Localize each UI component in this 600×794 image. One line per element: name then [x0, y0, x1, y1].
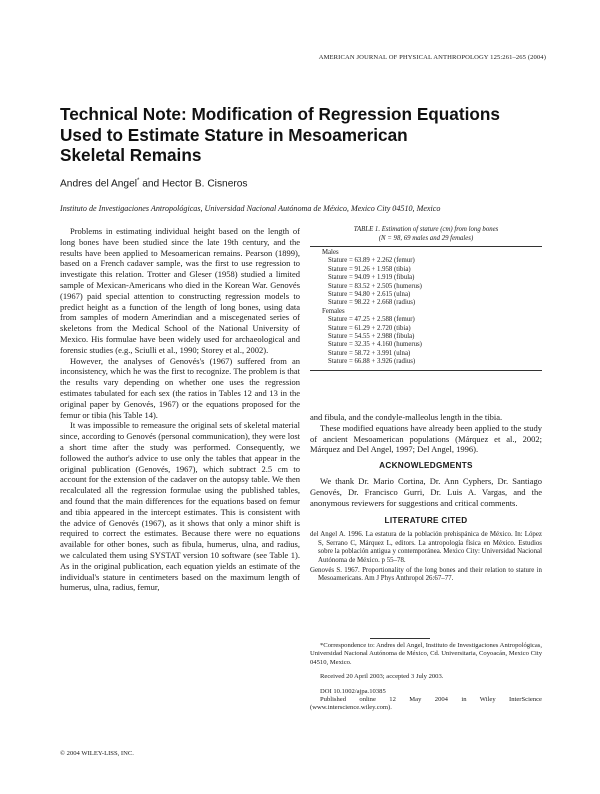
body-paragraph: It was impossible to remeasure the original sets of skeletal material since, according to Genovés (personal communication), they were lost a short time after the study was performed. Consequently, we followed the author's advice to use only the tables that appear in the original publication (Genovés, 1967), which subtract 2.5 cm to account for the extension of the cadaver on the autopsy table. We then recalculated all the regression formulae using the published tables, and found that the main differences for the equations based on femur and tibia appeared in the intercept estimates. This is consistent with the advice of Genovés (1967), as it shows that only a minor shift is required to correct the estimates. Because there were no equations available for other bones, such as fibula, humerus, ulna, and radius, we calculated them using SYSTAT version 10 software (see Table 1). As in the original publication, each equation yields an estimate of the individual's stature in centimeters based on the maximum length of humerus, ulna, radius, femur,	[60, 420, 300, 593]
table-row: Stature = 98.22 + 2.668 (radius)	[328, 299, 416, 307]
table-top-rule	[310, 246, 542, 247]
table-1	[310, 226, 542, 371]
table-row: Stature = 63.89 + 2.262 (femur)	[328, 257, 415, 265]
title-line: Technical Note: Modification of Regression Equations	[60, 104, 500, 124]
copyright: © 2004 WILEY-LISS, INC.	[60, 750, 134, 757]
article-title	[60, 104, 540, 166]
reference-item: Genovés S. 1967. Proportionality of the long bones and their relation to stature in Mesoamericans. Am J Phys Anthropol 26:67–77.	[310, 566, 542, 583]
author-first: Andres del Angel	[60, 178, 138, 190]
table-caption: TABLE 1. Estimation of stature (cm) from long bones	[353, 226, 499, 233]
right-column	[310, 412, 542, 585]
table-row: Stature = 54.55 + 2.988 (fibula)	[328, 333, 415, 341]
table-caption-sample: (N = 98, 69 males and 29 females)	[378, 234, 474, 242]
footnote-rule	[370, 638, 430, 639]
body-paragraph: These modified equations have already been applied to the study of ancient Mesoamerican populations (Márquez et al., 2002; Márquez and Del Angel, 1997; Del Angel, 1996).	[310, 422, 542, 455]
table-row: Stature = 47.25 + 2.588 (femur)	[328, 316, 415, 324]
title-line: Used to Estimate Stature in Mesoamerican	[60, 124, 408, 145]
correspondence-mark: *	[137, 178, 140, 184]
table-group-label: Males	[322, 249, 339, 256]
reference-item: del Angel A. 1996. La estatura de la población prehispánica de México. In: López S, Serrano C, Márquez L, editors. La antropología física en México. Estudios sobre la población antigua y contemporánea. Mexico City: Universidad Nacional Autónoma de México. p 55–78.	[310, 531, 542, 564]
author-rest: and Hector B. Cisneros	[139, 178, 248, 190]
publication-info: Published online 12 May 2004 in Wiley InterScience (www.interscience.wiley.com).	[310, 696, 542, 712]
affiliation: Instituto de Investigaciones Antropológicas, Universidad Nacional Autónoma de México, Mexico City 04510, Mexico	[60, 204, 441, 213]
body-paragraph: and fibula, and the condyle-malleolus length in the tibia.	[310, 412, 503, 422]
body-paragraph: However, the analyses of Genovés's (1967) suffered from an inconsistency, which he was the first to recognize. The problem is that the results vary depending on whether one uses the regression estimates tabulated for each sex (the ratios in Tables 12 and 13 in the original paper by Genovés, 1967) or the equations proposed for the femur or tibia (his Table 14).	[60, 355, 300, 420]
body-paragraph: Problems in estimating individual height based on the length of long bones have been studied since the late 19th century, and the results have been applied to Mesoamerican remains. Pearson (1899), based on a French cadaver sample, was the first to use regression to investigate this relation. Trotter and Gleser (1958) studied a limited sample of Mexican-Americans who died in the Korean War. Genovés (1967) paid special attention to constructing regression models to predict height as a function of the length of long bones, using data from samples of modern Amerindian and a miscegenated series of skeletons from the Medical School of the National University of Mexico. His formulae have been widely used for archaeological and forensic studies (e.g., Sciulli et al., 1990; Storey et al., 2002).	[60, 226, 300, 355]
correspondence-text: *Correspondence to: Andres del Angel, Instituto de Investigaciones Antropológicas, Universidad Nacional Autónoma de México, Cd. Universitaria, Coyoacán, Mexico City 04510, Mexico.	[310, 642, 542, 666]
table-row: Stature = 66.88 + 3.926 (radius)	[328, 358, 416, 366]
title-line: Skeletal Remains	[60, 145, 202, 165]
table-row: Stature = 94.09 + 1.919 (fibula)	[328, 274, 415, 282]
acknowledgments-heading: ACKNOWLEDGMENTS	[379, 461, 473, 471]
table-group-label: Females	[322, 307, 345, 315]
left-column	[60, 226, 300, 593]
table-row: Stature = 61.29 + 2.720 (tibia)	[328, 324, 411, 332]
received-date: Received 20 April 2003; accepted 3 July 2003.	[320, 673, 444, 681]
table-row: Stature = 58.72 + 3.991 (ulna)	[328, 349, 411, 357]
table-row: Stature = 32.35 + 4.160 (humerus)	[328, 341, 422, 349]
table-row: Stature = 83.52 + 2.505 (humerus)	[328, 282, 422, 290]
table-bottom-rule	[310, 370, 542, 371]
author-line	[60, 178, 248, 189]
table-row: Stature = 94.80 + 2.615 (ulna)	[328, 291, 411, 299]
acknowledgments-text: We thank Dr. Mario Cortina, Dr. Ann Cyphers, Dr. Santiago Genovés, Dr. Francisco Gurri, Dr. Luis A. Vargas, and the anonymous reviewers for suggestions and critical comments.	[310, 475, 542, 508]
correspondence-note	[310, 642, 542, 713]
running-head: AMERICAN JOURNAL OF PHYSICAL ANTHROPOLOGY 125:261–265 (2004)	[318, 54, 546, 61]
doi: DOI 10.1002/ajpa.10385	[320, 687, 386, 695]
reference-list	[310, 531, 542, 584]
literature-heading: LITERATURE CITED	[384, 516, 468, 526]
table-row: Stature = 91.26 + 1.958 (tibia)	[328, 265, 411, 273]
